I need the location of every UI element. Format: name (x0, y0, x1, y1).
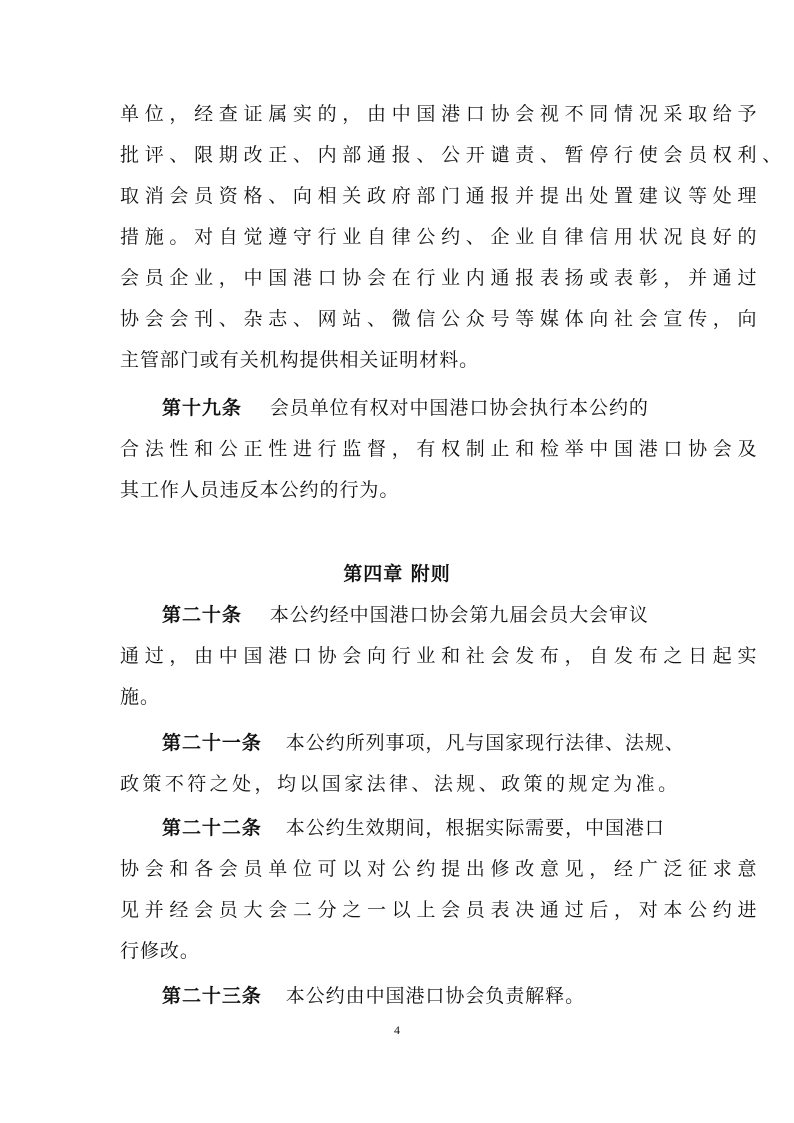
article-20-heading: 第二十条 (162, 604, 242, 626)
article-22-line-4: 行修改。 (120, 940, 200, 962)
intro-line-7: 主管部门或有关机构提供相关证明材料。 (120, 349, 480, 371)
article-23-heading: 第二十三条 (162, 985, 262, 1007)
article-22-line-3: 见并经会员大会二分之一以上会员表决通过后，对本公约进 (120, 899, 763, 921)
article-19-line-1: 会员单位有权对中国港口协会执行本公约的 (269, 397, 649, 419)
article-21-line-1: 本公约所列事项，凡与国家现行法律、法规、 (285, 732, 685, 754)
article-20-line-2: 通过，由中国港口协会向行业和社会发布，自发布之日起实 (120, 645, 763, 667)
article-20-line-1: 本公约经中国港口协会第九届会员大会审议 (269, 604, 649, 626)
page-number: 4 (394, 1023, 400, 1037)
article-19-heading: 第十九条 (162, 397, 242, 419)
article-19-line-3: 其工作人员违反本公约的行为。 (120, 479, 400, 501)
intro-line-3: 取消会员资格、向相关政府部门通报并提出处置建议等处理 (120, 185, 763, 207)
article-21-heading: 第二十一条 (162, 732, 262, 754)
intro-line-2: 批评、限期改正、内部通报、公开谴责、暂停行使会员权利、 (120, 144, 787, 166)
intro-line-4: 措施。对自觉遵守行业自律公约、企业自律信用状况良好的 (120, 226, 763, 248)
intro-line-5: 会员企业，中国港口协会在行业内通报表扬或表彰，并通过 (120, 267, 763, 289)
article-22-first-line (162, 814, 665, 842)
article-23-line-1: 本公约由中国港口协会负责解释。 (285, 985, 586, 1007)
chapter-title: 第四章 附则 (343, 563, 451, 585)
article-19-first-line (162, 394, 649, 422)
article-20-line-3: 施。 (120, 686, 160, 708)
article-21-line-2: 政策不符之处，均以国家法律、法规、政策的规定为准。 (120, 773, 681, 795)
intro-line-6: 协会会刊、杂志、网站、微信公众号等媒体向社会宣传，向 (120, 308, 763, 330)
intro-line-1: 单位，经查证属实的，由中国港口协会视不同情况采取给予 (120, 103, 763, 125)
article-21-first-line (162, 729, 685, 757)
article-22-line-1: 本公约生效期间，根据实际需要，中国港口 (285, 817, 665, 839)
article-19-line-2: 合法性和公正性进行监督，有权制止和检举中国港口协会及 (120, 438, 763, 460)
article-22-heading: 第二十二条 (162, 817, 262, 839)
article-20-first-line (162, 601, 649, 629)
article-22-line-2: 协会和各会员单位可以对公约提出修改意见，经广泛征求意 (120, 858, 763, 880)
article-23-first-line (162, 982, 585, 1010)
